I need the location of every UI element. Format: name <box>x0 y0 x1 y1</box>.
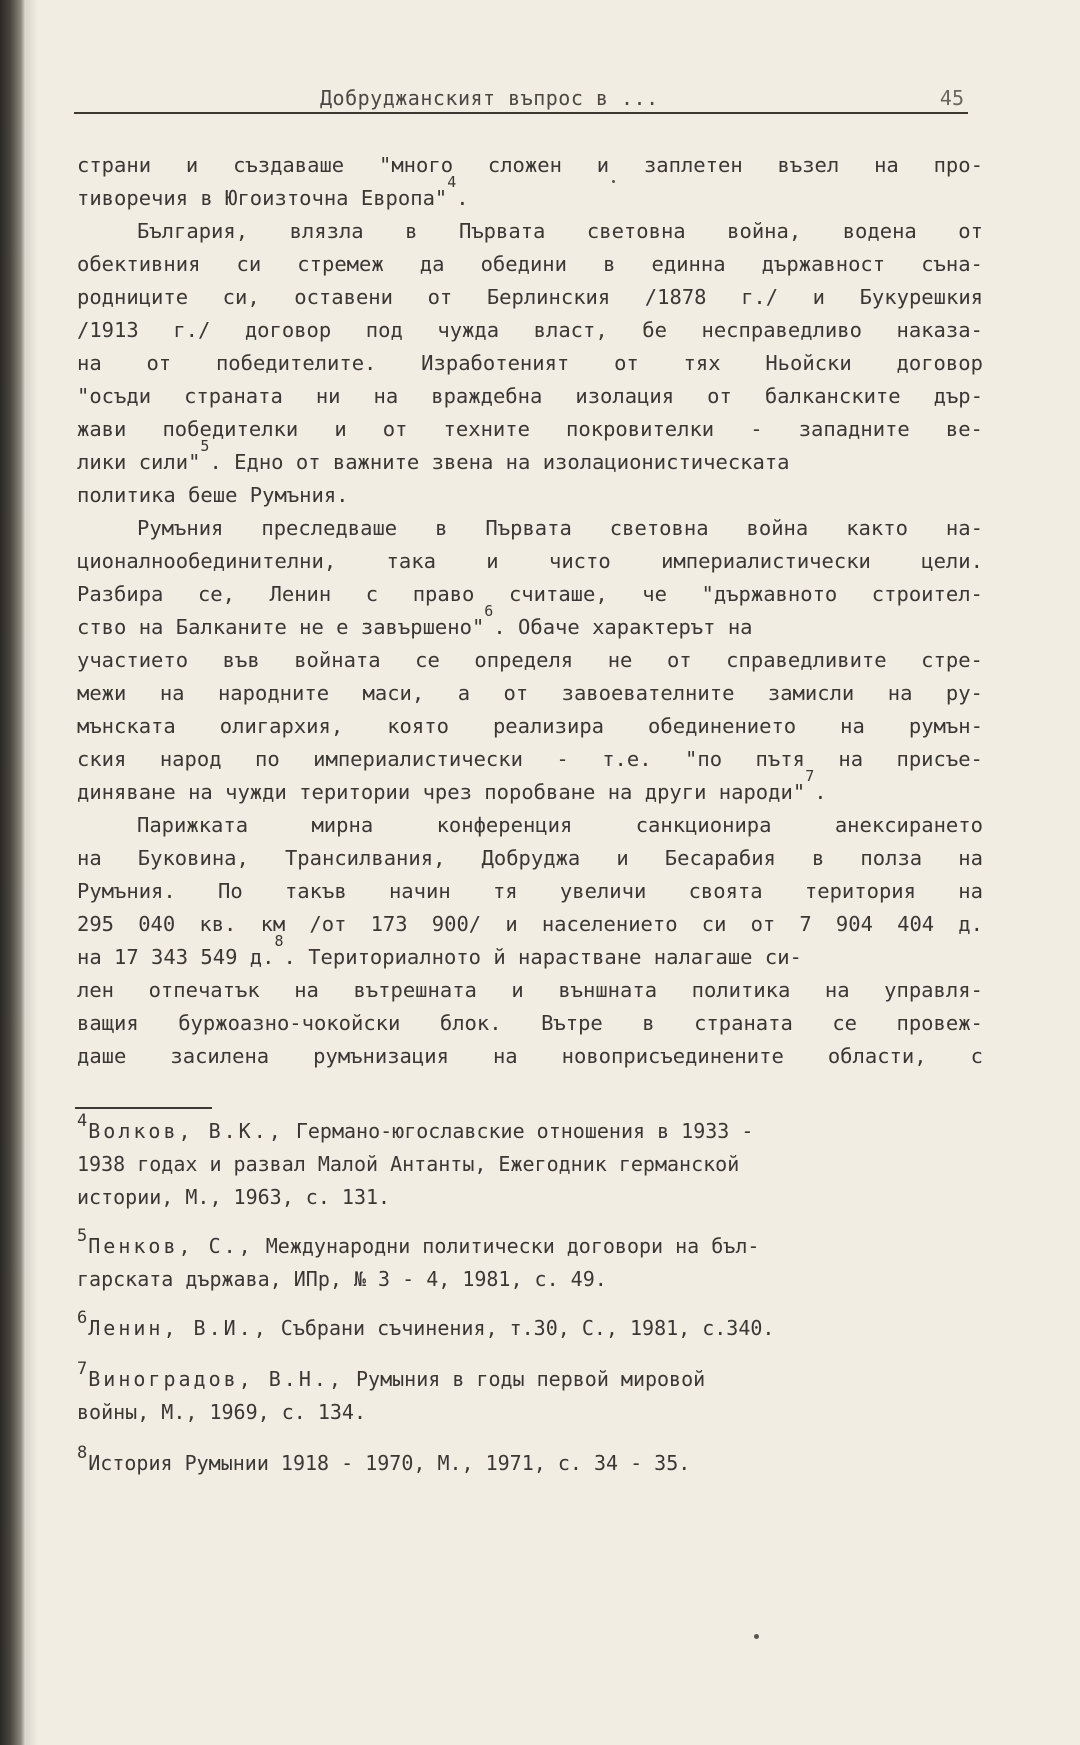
word: се, <box>197 582 235 606</box>
word: народ <box>159 747 222 771</box>
footnote-number: 7 <box>77 1359 88 1379</box>
word: стремеж <box>297 252 384 276</box>
running-header <box>74 86 968 114</box>
footnote <box>77 1226 987 1296</box>
word: на <box>840 714 865 738</box>
word: си <box>236 252 262 276</box>
word: увеличи <box>559 879 647 903</box>
word: г./ <box>741 285 779 309</box>
word: сложен <box>487 153 562 177</box>
word: Ленин <box>269 582 332 606</box>
body-line <box>77 380 983 413</box>
word: реализира <box>492 714 605 738</box>
word: от <box>958 219 983 243</box>
word: "по <box>685 747 723 771</box>
word: Изработеният <box>421 351 570 375</box>
footnote <box>77 1443 987 1480</box>
word: начин <box>388 879 451 903</box>
word: маси, <box>362 681 425 705</box>
word: обедини <box>480 252 567 276</box>
word: балканските <box>764 384 901 408</box>
word: мирна <box>311 813 374 837</box>
word: политика <box>691 978 791 1002</box>
footnote-line <box>77 1308 987 1345</box>
word: бе <box>642 318 667 342</box>
word: народните <box>217 681 330 705</box>
word: договор <box>896 351 983 375</box>
footnote-author: Пенков, С., <box>88 1234 254 1258</box>
word: области, <box>827 1044 927 1068</box>
word: чисто <box>548 549 611 573</box>
body-line <box>77 644 983 677</box>
word: от <box>666 648 692 672</box>
word: договор <box>244 318 332 342</box>
word: единна <box>651 252 726 276</box>
word: строител- <box>871 582 983 606</box>
body-line <box>77 437 983 479</box>
word: от <box>614 351 639 375</box>
word: блок. <box>439 1011 502 1035</box>
word: ващия <box>77 1011 139 1035</box>
header-rule <box>74 112 968 114</box>
word: на <box>874 153 899 177</box>
word: мънската <box>77 714 176 738</box>
line-text: лики сили" <box>77 450 201 474</box>
word: си <box>701 912 727 936</box>
word: олигархия, <box>219 714 344 738</box>
word: присъе- <box>896 747 983 771</box>
word: и <box>511 978 524 1002</box>
word: не <box>607 648 633 672</box>
word: завоевателните <box>561 681 735 705</box>
word: от <box>382 417 408 441</box>
word: влязла <box>289 219 364 243</box>
word: изолация <box>575 384 675 408</box>
word: на <box>77 351 102 375</box>
body-line <box>77 149 983 182</box>
word: оставени <box>294 285 393 309</box>
body-line <box>77 875 983 908</box>
word: вътрешната <box>353 978 477 1002</box>
footnote-text: войны, М., 1969, с. 134. <box>77 1400 366 1424</box>
word: война, <box>727 219 802 243</box>
word: на <box>838 747 864 771</box>
word: анексирането <box>834 813 983 837</box>
word: межи <box>77 681 127 705</box>
line-text: тиворечия в Югоизточна Европа" <box>77 186 448 210</box>
word: победителки <box>162 417 299 441</box>
footnote-number: 8 <box>77 1443 88 1463</box>
word: с <box>970 1044 983 1068</box>
line-text: диняване на чужди територии чрез поробване на други народи" <box>77 780 806 804</box>
body-line <box>77 248 983 281</box>
footnote-line <box>77 1226 987 1263</box>
body-line <box>77 413 983 446</box>
word: своята <box>688 879 763 903</box>
word: така <box>386 549 436 573</box>
word: ционалнообединителни, <box>77 549 337 573</box>
footnote-line <box>77 1396 987 1429</box>
word: Букурешкия <box>859 285 983 309</box>
word: и <box>616 846 629 870</box>
word: стре- <box>921 648 983 672</box>
word: външната <box>558 978 658 1002</box>
footnote-ref[interactable]: 4 <box>447 173 457 191</box>
word: пътя <box>755 747 805 771</box>
word: създаваше <box>233 153 345 177</box>
word: 404 <box>897 912 935 936</box>
body-line <box>77 602 983 644</box>
word: /1913 <box>77 318 139 342</box>
word: обединението <box>648 714 797 738</box>
word: Първата <box>485 516 572 540</box>
word: отпечатък <box>148 978 260 1002</box>
word: в <box>642 1011 655 1035</box>
word: заплетен <box>643 153 743 177</box>
body-line <box>77 545 983 578</box>
page-edge-shadow <box>26 0 38 1745</box>
word: власт, <box>533 318 608 342</box>
word: на <box>373 384 399 408</box>
word: 040 <box>138 912 176 936</box>
word: и <box>812 285 826 309</box>
body-line <box>77 1040 983 1073</box>
footnote-line <box>77 1181 987 1214</box>
footnote-text: истории, М., 1963, с. 131. <box>77 1185 391 1209</box>
word: и <box>505 912 518 936</box>
word: румънизация <box>313 1044 449 1068</box>
body-line <box>77 809 983 842</box>
word: световна <box>586 219 686 243</box>
word: управля- <box>884 978 983 1002</box>
word: дър- <box>933 384 983 408</box>
word: такъв <box>284 879 347 903</box>
word: Вътре <box>541 1011 603 1035</box>
word: страната <box>184 384 283 408</box>
footnotes <box>77 1111 987 1480</box>
word: и <box>185 153 199 177</box>
footnote-ref[interactable]: 6 <box>484 602 494 620</box>
word: населението <box>541 912 678 936</box>
footnote-ref[interactable]: 5 <box>200 437 210 455</box>
word: д. <box>958 912 983 936</box>
word: си, <box>222 285 260 309</box>
word: а <box>457 681 471 705</box>
footnote-rule <box>75 1107 212 1109</box>
word: засилена <box>170 1044 270 1068</box>
word: "много <box>378 153 454 177</box>
word: по <box>255 747 280 771</box>
footnote-number: 4 <box>77 1111 88 1131</box>
word: Ньойски <box>765 351 852 375</box>
word: покровителки <box>566 417 715 441</box>
word: техните <box>443 417 530 441</box>
footnote-line <box>77 1263 987 1296</box>
word: жави <box>77 417 127 441</box>
word: на <box>492 1044 518 1068</box>
word: преследваше <box>261 516 398 540</box>
word: конференция <box>436 813 573 837</box>
word: 904 <box>835 912 873 936</box>
word: г./ <box>173 318 211 342</box>
word: ру- <box>945 681 983 705</box>
word: и <box>596 153 610 177</box>
word: да <box>419 252 445 276</box>
word: войната <box>294 648 381 672</box>
word: Разбира <box>77 582 164 606</box>
word: на <box>887 681 913 705</box>
word: Трансилвания, <box>284 846 446 870</box>
word: се <box>415 648 440 672</box>
word: от <box>503 681 529 705</box>
body-line <box>77 578 983 611</box>
word: даше <box>77 1044 127 1068</box>
word: в <box>405 219 418 243</box>
body-text <box>77 149 983 1073</box>
word: държавност <box>761 252 886 276</box>
word: на <box>159 681 185 705</box>
word: враждебна <box>431 384 543 408</box>
word: Румъния. <box>77 879 176 903</box>
body-line <box>77 479 983 512</box>
line-text-after: . Едно от важните звена на изолационистическата <box>209 450 790 474</box>
word: империалистически <box>661 549 871 573</box>
print-speck <box>612 180 615 183</box>
footnote-text: История Румынии 1918 - 1970, М., 1971, с. 34 - 35. <box>88 1451 691 1475</box>
body-line <box>77 710 983 743</box>
word: страната <box>694 1011 793 1035</box>
word: ския <box>77 747 127 771</box>
word: про- <box>933 153 983 177</box>
footnote-text: Международни политически договори на бъл- <box>253 1234 760 1258</box>
body-line <box>77 974 983 1007</box>
body-line <box>77 173 983 215</box>
footnote-text: 1938 годах и развал Малой Антанты, Ежегодник германской <box>77 1152 740 1176</box>
word: и <box>334 417 347 441</box>
body-line <box>77 314 983 347</box>
footnote-text: Германо-югославские отношения в 1933 - <box>283 1119 754 1143</box>
word: справедливите <box>726 648 887 672</box>
word: чужда <box>437 318 500 342</box>
word: западните <box>798 417 910 441</box>
word: в <box>811 846 825 870</box>
word: т.е. <box>602 747 652 771</box>
word: "осъди <box>77 384 152 408</box>
word: територия <box>804 879 916 903</box>
body-line <box>77 932 983 974</box>
body-line <box>77 512 983 545</box>
word: Добруджа <box>481 846 581 870</box>
word: считаше, <box>508 582 608 606</box>
word: както <box>846 516 908 540</box>
word: тя <box>492 879 518 903</box>
word: на <box>77 846 102 870</box>
word: страни <box>77 153 152 177</box>
word: участието <box>77 648 189 672</box>
line-text-after: . Териториалното й нарастване налагаше си- <box>283 945 802 969</box>
word: България, <box>137 219 249 243</box>
word: ни <box>315 384 341 408</box>
word: Първата <box>459 219 546 243</box>
word: 295 <box>77 912 115 936</box>
word: 7 <box>799 912 812 936</box>
word: кв. <box>199 912 237 936</box>
word: съна- <box>921 252 983 276</box>
word: несправедливо <box>701 318 862 342</box>
word: обективния <box>77 252 201 276</box>
word: се <box>832 1011 858 1035</box>
line-text-after: . <box>456 186 469 210</box>
word: Буковина, <box>137 846 249 870</box>
footnote-line <box>77 1148 987 1181</box>
body-line <box>77 347 983 380</box>
line-text: на 17 343 549 д. <box>77 945 275 969</box>
word: Бесарабия <box>664 846 776 870</box>
word: родниците <box>77 285 189 309</box>
word: Берлинския <box>486 285 611 309</box>
word: /от <box>309 912 347 936</box>
word: че <box>642 582 667 606</box>
word: "държавното <box>701 582 838 606</box>
word: на <box>958 879 983 903</box>
word: санкционира <box>635 813 772 837</box>
footnote-line <box>77 1111 987 1148</box>
footnote-number: 5 <box>77 1226 88 1246</box>
line-text-after: . Обаче характерът на <box>493 615 753 639</box>
word: на <box>824 978 850 1002</box>
word: /1878 <box>644 285 707 309</box>
word: и <box>486 549 499 573</box>
footnote-ref[interactable]: 8 <box>274 932 284 950</box>
word: - <box>556 747 569 771</box>
footnote-author: Ленин, В.И., <box>88 1316 269 1340</box>
body-line <box>77 908 983 941</box>
word: в <box>435 516 448 540</box>
word: тях <box>683 351 721 375</box>
footnote <box>77 1359 987 1429</box>
word: война <box>746 516 809 540</box>
footnote-line <box>77 1359 987 1396</box>
body-line <box>77 767 983 809</box>
word: победителите. <box>215 351 377 375</box>
book-spine-shadow <box>0 0 26 1745</box>
print-speck <box>754 1634 759 1639</box>
footnote-line <box>77 1443 987 1480</box>
footnote <box>77 1111 987 1214</box>
word: 173 <box>370 912 408 936</box>
word: цели. <box>921 549 983 573</box>
word: от <box>427 285 453 309</box>
word: По <box>218 879 243 903</box>
line-text: политика беше Румъния. <box>77 483 349 507</box>
footnote <box>77 1308 987 1345</box>
word: от <box>707 384 732 408</box>
footnote-text: гарската държава, ИПр, № 3 - 4, 1981, с. 49. <box>77 1267 607 1291</box>
line-text-after: . <box>814 780 827 804</box>
word: замисли <box>767 681 855 705</box>
word: 900/ <box>431 912 482 936</box>
word: румън- <box>908 714 983 738</box>
body-line <box>77 1007 983 1040</box>
word: на <box>958 846 983 870</box>
footnote-ref[interactable]: 7 <box>805 767 815 785</box>
word: водена <box>842 219 917 243</box>
word: под <box>365 318 403 342</box>
word: буржоазно-чокойски <box>178 1011 401 1035</box>
word: империалистически <box>313 747 523 771</box>
word: която <box>387 714 449 738</box>
word: в <box>603 252 616 276</box>
word: на <box>294 978 319 1002</box>
word: с <box>365 582 379 606</box>
word: км <box>260 912 286 936</box>
word: световна <box>609 516 709 540</box>
word: във <box>222 648 260 672</box>
body-line <box>77 743 983 776</box>
word: наказа- <box>896 318 983 342</box>
word: - <box>750 417 763 441</box>
word: лен <box>77 978 115 1002</box>
word: определя <box>474 648 574 672</box>
line-text: ство на Балканите не е завършено" <box>77 615 485 639</box>
running-header-title: Добруджанският въпрос в ... <box>320 86 659 110</box>
word: полза <box>860 846 923 870</box>
word: от <box>146 351 172 375</box>
word: Парижката <box>137 813 249 837</box>
word: новоприсъединените <box>561 1044 784 1068</box>
word: от <box>750 912 776 936</box>
body-line <box>77 677 983 710</box>
word: на- <box>945 516 983 540</box>
word: Румъния <box>137 516 224 540</box>
footnote-text: Събрани съчинения, т.30, С., 1981, с.340. <box>268 1316 775 1340</box>
body-line <box>77 281 983 314</box>
body-line <box>77 215 983 248</box>
word: ве- <box>945 417 983 441</box>
body-line <box>77 842 983 875</box>
footnote-author: Виноградов, В.Н., <box>88 1367 344 1391</box>
page-number: 45 <box>939 86 964 110</box>
word: право <box>412 582 475 606</box>
footnote-author: Волков, В.К., <box>88 1119 284 1143</box>
footnote-text: Румыния в годы первой мировой <box>343 1367 706 1391</box>
footnote-number: 6 <box>77 1308 88 1328</box>
word: провеж- <box>896 1011 983 1035</box>
word: възел <box>777 153 840 177</box>
